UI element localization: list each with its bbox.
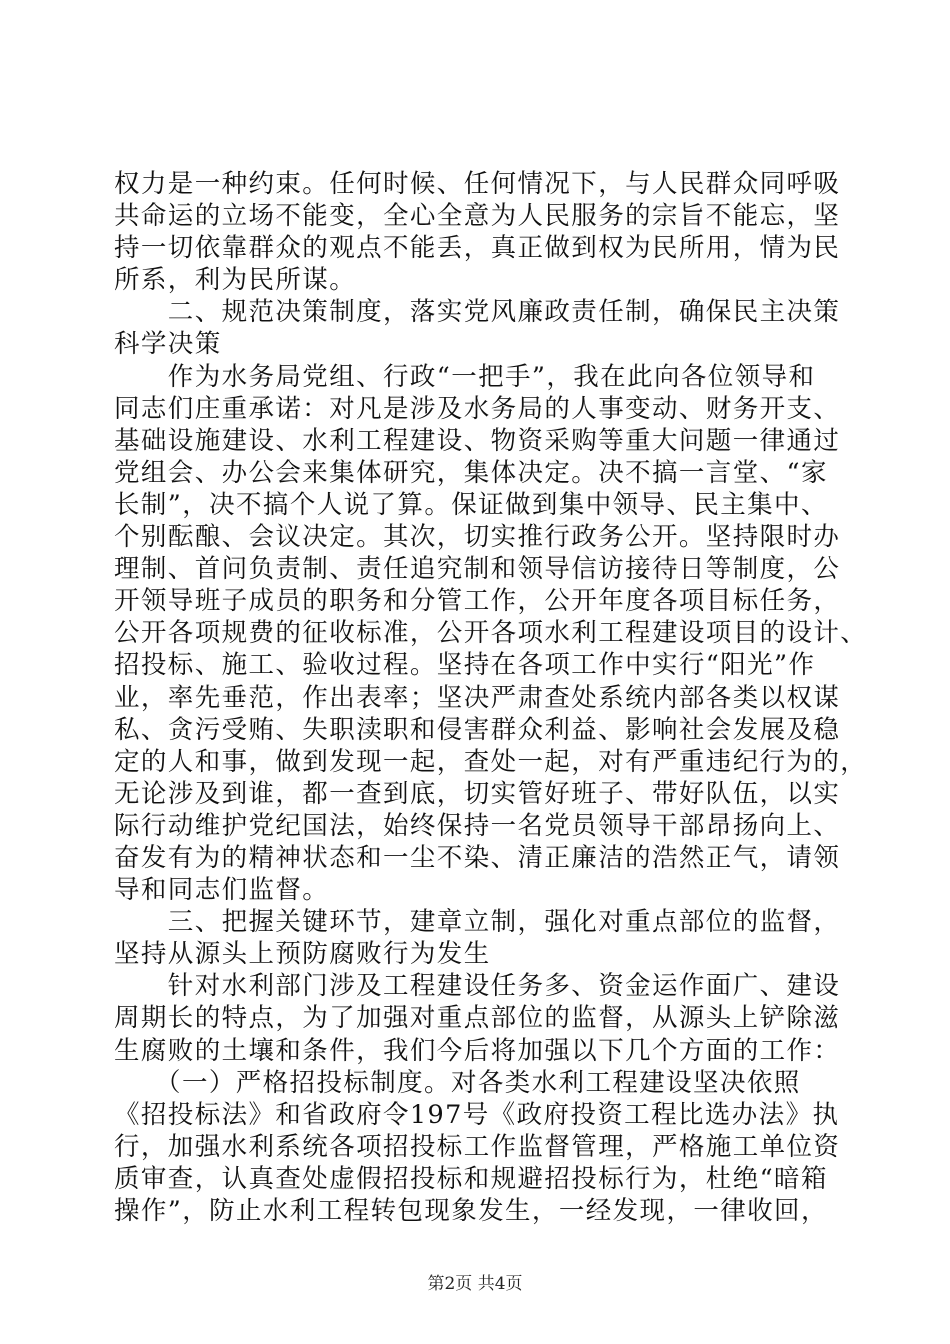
text-line: 个别酝酿、会议决定。其次，切实推行政务公开。坚持限时办	[114, 522, 841, 553]
text-line: 同志们庄重承诺：对凡是涉及水务局的人事变动、财务开支、	[114, 393, 841, 424]
text-line: 三、把握关键环节，建章立制，强化对重点部位的监督，	[114, 907, 841, 938]
text-line: 共命运的立场不能变，全心全意为人民服务的宗旨不能忘，坚	[114, 201, 841, 232]
document-body	[114, 168, 868, 1227]
text-line: 坚持从源头上预防腐败行为发生	[114, 939, 491, 970]
text-line: 私、贪污受贿、失职渎职和侵害群众利益、影响社会发展及稳	[114, 714, 841, 745]
text-line: 作为水务局党组、行政“一把手”，我在此向各位领导和	[114, 361, 816, 392]
text-line: 质审查，认真查处虚假招投标和规避招投标行为，杜绝“暗箱	[114, 1163, 828, 1194]
page-footer: 第2页 共4页	[427, 1274, 523, 1294]
text-line: 无论涉及到谁，都一查到底，切实管好班子、带好队伍，以实	[114, 778, 841, 809]
text-line: 权力是一种约束。任何时候、任何情况下，与人民群众同呼吸	[114, 169, 841, 199]
text-line: 党组会、办公会来集体研究，集体决定。决不搞一言堂、“家	[114, 457, 828, 488]
text-line: 招投标、施工、验收过程。坚持在各项工作中实行“阳光”作	[114, 650, 816, 681]
text-line: 生腐败的土壤和条件，我们今后将加强以下几个方面的工作：	[114, 1035, 841, 1066]
text-line: 奋发有为的精神状态和一尘不染、清正廉洁的浩然正气，请领	[114, 842, 841, 873]
text-line: 行，加强水利系统各项招投标工作监督管理，严格施工单位资	[114, 1131, 841, 1162]
text-line: 针对水利部门涉及工程建设任务多、资金运作面广、建设	[114, 971, 841, 1002]
text-line: 导和同志们监督。	[114, 875, 330, 906]
text-line: 业，率先垂范，作出表率；坚决严肃查处系统内部各类以权谋	[114, 682, 841, 713]
text-line: （一）严格招投标制度。对各类水利工程建设坚决依照	[114, 1067, 801, 1098]
text-line: 理制、首问负责制、责任追究制和领导信访接待日等制度，公	[114, 554, 841, 585]
text-line: 长制”，决不搞个人说了算。保证做到集中领导、民主集中、	[114, 489, 828, 520]
text-line: 科学决策	[114, 329, 222, 360]
text-line: 开领导班子成员的职务和分管工作，公开年度各项目标任务，	[114, 586, 841, 617]
text-line: 《招投标法》和省政府令197号《政府投资工程比选办法》执	[114, 1099, 840, 1130]
text-line: 持一切依靠群众的观点不能丢，真正做到权为民所用，情为民	[114, 233, 841, 264]
text-line: 基础设施建设、水利工程建设、物资采购等重大问题一律通过	[114, 425, 841, 456]
text-line: 周期长的特点，为了加强对重点部位的监督，从源头上铲除滋	[114, 1003, 841, 1034]
text-line: 公开各项规费的征收标准，公开各项水利工程建设项目的设计、	[114, 618, 868, 649]
text-line: 定的人和事，做到发现一起，查处一起，对有严重违纪行为的，	[114, 746, 868, 777]
text-line: 际行动维护党纪国法，始终保持一名党员领导干部昂扬向上、	[114, 810, 841, 841]
text-line: 所系，利为民所谋。	[114, 265, 357, 296]
text-line: 操作”，防止水利工程转包现象发生，一经发现，一律收回，	[114, 1196, 828, 1226]
text-line: 二、规范决策制度，落实党风廉政责任制，确保民主决策	[114, 297, 841, 328]
